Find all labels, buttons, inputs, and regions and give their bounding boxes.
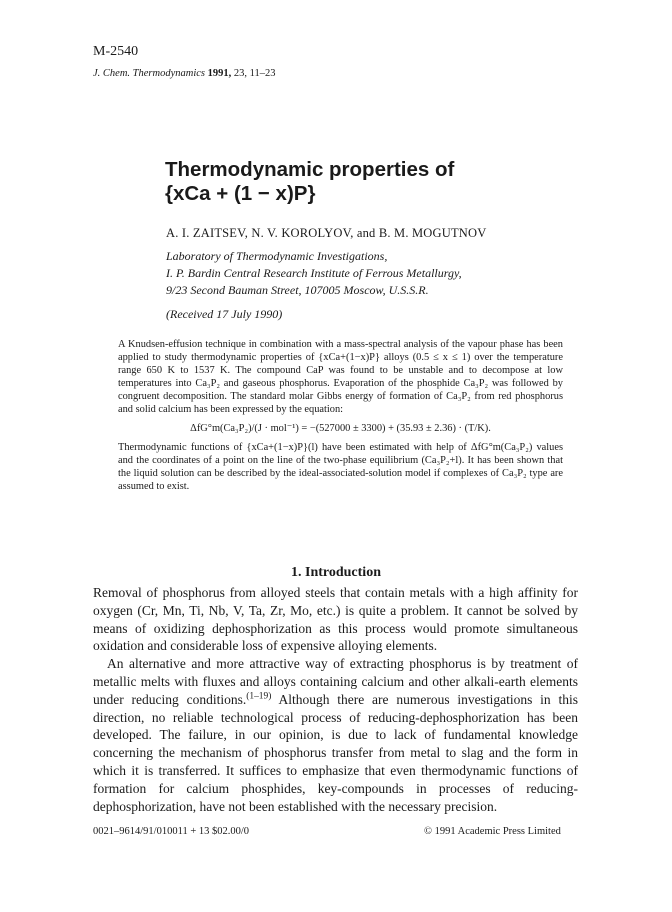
abstract-paragraph-1: A Knudsen-effusion technique in combination with a mass-spectral analysis of the vapour phase has been applied to study thermodynamic properties of {xCa+(1−x)P} alloys (0.5 ≤ x ≤ 1) over the temperature range 650 K to 1537 K. The compound CaP was found to be unstable and to decompose at low temperatures into Ca₃P₂ and gaseous phosphorus. Evaporation of the phosphide Ca₃P₂ was followed by congruent decomposition. The standard molar Gibbs energy of formation of Ca₃P₂ from red phosphorus and solid calcium has been expressed by the equation:	[118, 339, 563, 415]
received-date: (Received 17 July 1990)	[166, 307, 283, 321]
introduction-body	[93, 584, 578, 815]
citation-reference: (1–19)	[246, 691, 272, 702]
gibbs-energy-equation: ΔfG°m(Ca₃P₂)/(J · mol⁻¹) = −(527000 ± 3300) + (35.93 ± 2.36) · (T/K).	[190, 423, 491, 435]
affiliation-line-3: 9/23 Second Bauman Street, 107005 Moscow, U.S.S.R.	[166, 283, 429, 297]
journal-year: 1991,	[207, 68, 232, 79]
title-line-2: {xCa + (1 − x)P}	[165, 182, 316, 205]
footer-issn-price: 0021–9614/91/010011 + 13 $02.00/0	[93, 826, 250, 837]
journal-volume-pages: 23, 11–23	[233, 68, 276, 79]
footer-copyright: © 1991 Academic Press Limited	[424, 826, 561, 837]
abstract	[118, 339, 563, 494]
intro-paragraph-2-text-a: An alternative and more attractive way of extracting phosphorus is by treatment of metallic melts with fluxes and alloys containing calcium and other alkali-earth elements under reducing conditions.	[93, 656, 578, 707]
title-line-1: Thermodynamic properties of	[165, 158, 455, 181]
journal-name: J. Chem. Thermodynamics	[93, 68, 205, 79]
affiliation-line-2: I. P. Bardin Central Research Institute of Ferrous Metallurgy,	[166, 266, 462, 280]
affiliation-line-1: Laboratory of Thermodynamic Investigations,	[166, 249, 388, 263]
intro-paragraph-1: Removal of phosphorus from alloyed steels that contain metals with a high affinity for oxygen (Cr, Mn, Ti, Nb, V, Ta, Zr, Mo, etc.) is quite a problem. It cannot be solved by means of oxidizing dephosphorization as this process would promote simultaneous oxidation and considerable loss of expensive alloying elements.	[93, 585, 578, 654]
intro-paragraph-2-text-b: Although there are numerous investigations in this direction, no reliable technological process of reducing-dephosphorization has been developed. The failure, in our opinion, is due to lack of fundamental knowledge concerning the mechanism of phosphorus transfer from metal to slag and the form in which it is transferred. It suffices to emphasize that even thermodynamic functions of formation for calcium phosphides, key-compounds in processes of reducing-dephosphorization, have not been established with the necessary precision.	[93, 691, 578, 814]
intro-paragraph-2	[93, 655, 578, 815]
section-heading-introduction: 1. Introduction	[291, 565, 381, 580]
paper-title	[165, 158, 585, 206]
abstract-paragraph-2: Thermodynamic functions of {xCa+(1−x)P}(l) have been estimated with help of ΔfG°m(Ca₃P₂) values and the coordinates of a point on the line of the two-phase equilibrium (Ca₃P₂+l). It has been shown that the liquid solution can be described by the ideal-associated-solution model if complexes of Ca₃P₂ type are assumed to exist.	[118, 442, 563, 493]
affiliation	[166, 248, 462, 299]
authors: A. I. ZAITSEV, N. V. KOROLYOV, and B. M. MOGUTNOV	[166, 226, 487, 240]
journal-citation	[93, 68, 275, 79]
manuscript-number: M-2540	[93, 44, 139, 59]
